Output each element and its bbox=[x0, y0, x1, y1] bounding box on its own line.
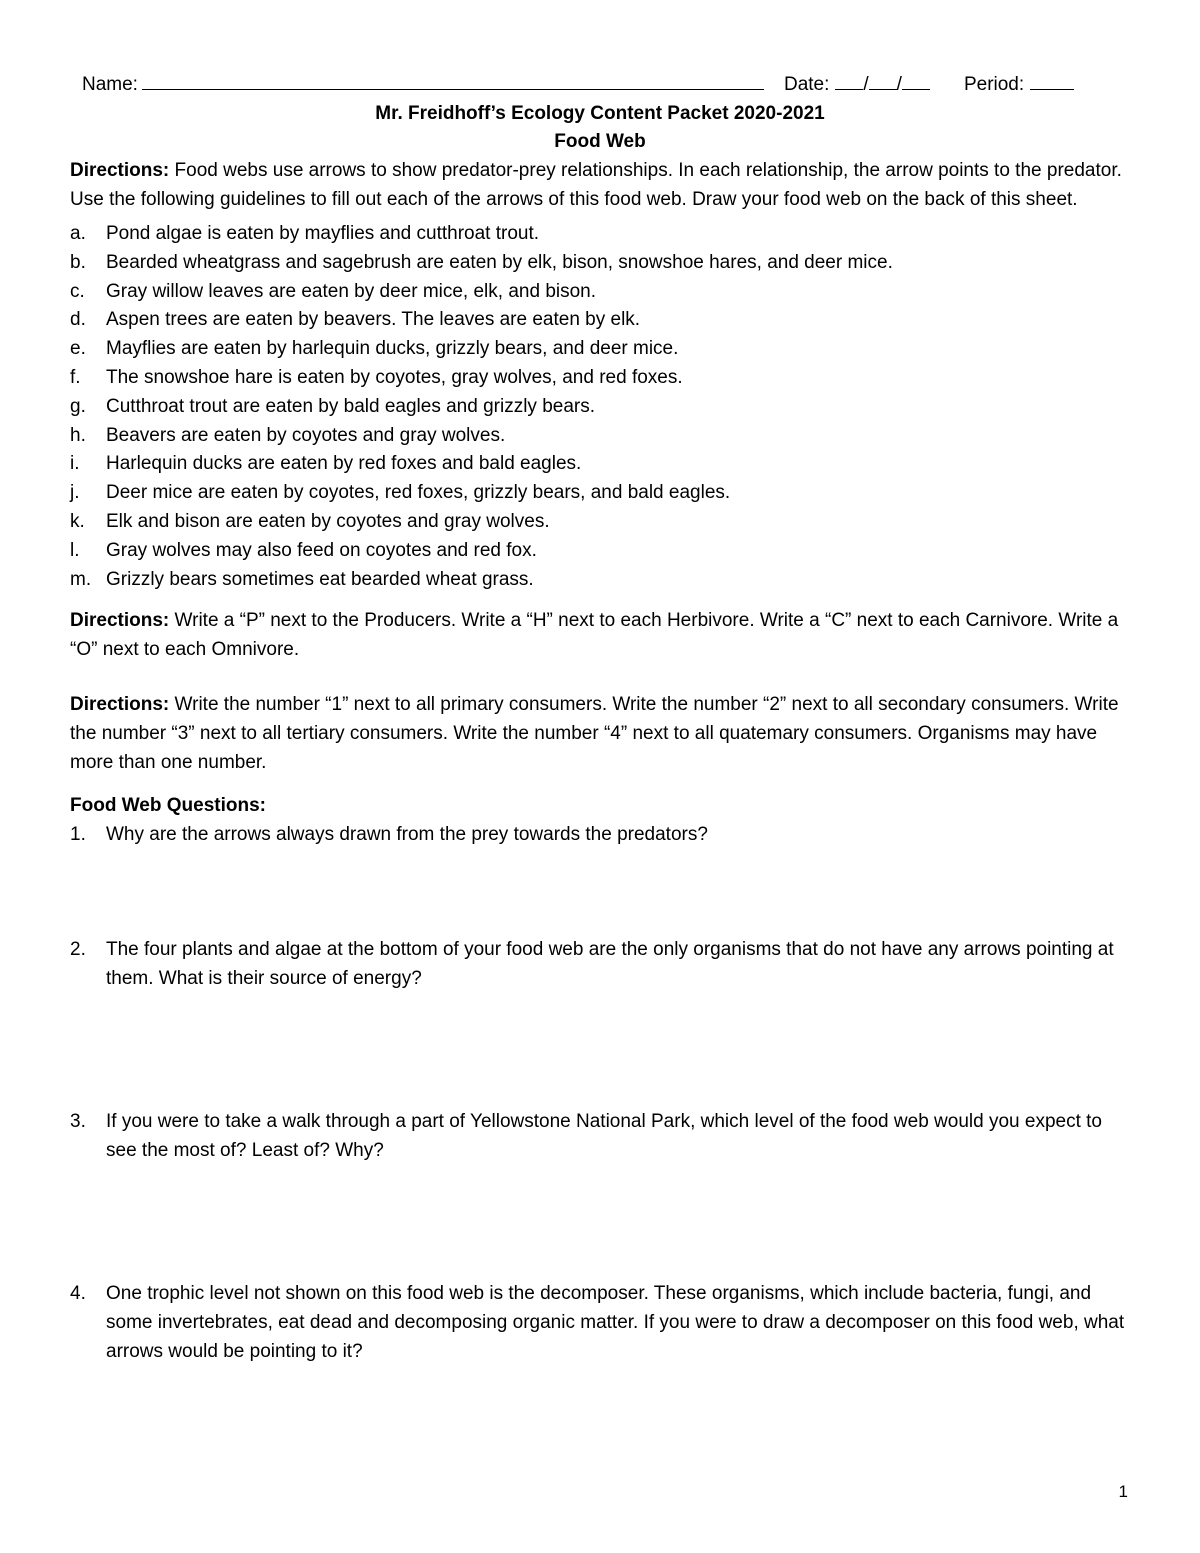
list-item-text: Bearded wheatgrass and sagebrush are eaten by elk, bison, snowshoe hares, and deer mice. bbox=[106, 251, 893, 273]
list-item-text: Pond algae is eaten by mayflies and cutthroat trout. bbox=[106, 223, 540, 244]
list-item bbox=[70, 537, 1130, 566]
list-item-text: Deer mice are eaten by coyotes, red foxes, grizzly bears, and bald eagles. bbox=[106, 482, 731, 504]
student-info-header bbox=[82, 70, 1130, 100]
list-item-text: Elk and bison are eaten by coyotes and gray wolves. bbox=[106, 510, 550, 532]
question-item bbox=[70, 1107, 1130, 1165]
list-marker: h. bbox=[70, 424, 86, 446]
list-marker: i. bbox=[70, 453, 80, 475]
directions-trophic-levels bbox=[70, 690, 1130, 777]
question-number: 3. bbox=[70, 1111, 86, 1133]
list-item bbox=[70, 364, 1130, 393]
date-day-blank bbox=[869, 71, 897, 90]
question-number: 1. bbox=[70, 824, 86, 846]
list-item bbox=[70, 335, 1130, 364]
list-marker: e. bbox=[70, 338, 86, 360]
date-separator: / bbox=[863, 74, 869, 95]
list-marker: f. bbox=[70, 366, 81, 388]
worksheet-title: Food Web bbox=[554, 131, 646, 152]
directions-label: Directions: bbox=[70, 610, 170, 632]
directions-food-web bbox=[70, 156, 1130, 214]
list-marker: a. bbox=[70, 223, 86, 244]
date-label: Date: bbox=[783, 74, 830, 95]
period-label: Period: bbox=[963, 74, 1025, 95]
period-blank bbox=[1030, 71, 1074, 90]
directions-text: Write a “P” next to the Producers. Write a “H” next to each Herbivore. Write a “C” next to each Carnivore. Write a “O” next to each Omnivore. bbox=[70, 610, 1119, 661]
list-marker: d. bbox=[70, 309, 86, 331]
date-month-blank bbox=[835, 71, 863, 90]
question-item bbox=[70, 820, 1130, 849]
worksheet-page bbox=[70, 70, 1130, 1366]
packet-title: Mr. Freidhoff’s Ecology Content Packet 2020-2021 bbox=[375, 103, 825, 124]
list-item bbox=[70, 450, 1130, 479]
guidelines-list bbox=[70, 220, 1130, 594]
date-separator: / bbox=[896, 74, 902, 95]
list-marker: j. bbox=[70, 482, 80, 504]
list-marker: g. bbox=[70, 395, 86, 417]
question-item bbox=[70, 1279, 1130, 1366]
question-number: 4. bbox=[70, 1283, 86, 1305]
list-item bbox=[70, 393, 1130, 422]
list-item-text: Cutthroat trout are eaten by bald eagles and grizzly bears. bbox=[106, 395, 596, 417]
name-label: Name: bbox=[82, 74, 138, 95]
directions-classification bbox=[70, 606, 1130, 664]
question-text: Why are the arrows always drawn from the prey towards the predators? bbox=[106, 824, 708, 846]
list-item bbox=[70, 422, 1130, 451]
list-marker: m. bbox=[70, 568, 92, 590]
list-item-text: Harlequin ducks are eaten by red foxes and bald eagles. bbox=[106, 453, 582, 475]
list-item-text: Beavers are eaten by coyotes and gray wolves. bbox=[106, 424, 506, 446]
directions-label: Directions: bbox=[70, 694, 170, 716]
list-item bbox=[70, 479, 1130, 508]
list-item bbox=[70, 306, 1130, 335]
directions-text: Food webs use arrows to show predator-prey relationships. In each relationship, the arrow points to the predator. Use the following guidelines to fill out each of the arrows of this food web. Draw your food web on the back of this sheet. bbox=[70, 160, 1122, 210]
list-item-text: Mayflies are eaten by harlequin ducks, grizzly bears, and deer mice. bbox=[106, 338, 679, 360]
list-item bbox=[70, 508, 1130, 537]
list-item-text: Grizzly bears sometimes eat bearded wheat grass. bbox=[106, 568, 534, 590]
directions-label: Directions: bbox=[70, 160, 170, 181]
list-marker: c. bbox=[70, 280, 85, 302]
question-number: 2. bbox=[70, 939, 86, 961]
list-item-text: Aspen trees are eaten by beavers. The leaves are eaten by elk. bbox=[106, 309, 641, 331]
directions-text: Write the number “1” next to all primary consumers. Write the number “2” next to all secondary consumers. Write the number “3” next to all tertiary consumers. Write the number “4” next to all quatemary consumers. Organisms may have more than one number. bbox=[70, 694, 1119, 774]
page-number: 1 bbox=[1118, 1482, 1128, 1501]
list-marker: l. bbox=[70, 539, 80, 561]
list-item bbox=[70, 249, 1130, 278]
list-item-text: The snowshoe hare is eaten by coyotes, gray wolves, and red foxes. bbox=[106, 366, 683, 388]
date-year-blank bbox=[902, 71, 930, 90]
name-blank bbox=[142, 71, 764, 90]
list-item bbox=[70, 278, 1130, 307]
list-marker: b. bbox=[70, 251, 86, 273]
questions-heading: Food Web Questions: bbox=[70, 795, 266, 817]
question-text: The four plants and algae at the bottom of your food web are the only organisms that do not have any arrows pointing at them. What is their source of energy? bbox=[106, 939, 1114, 990]
list-item bbox=[70, 566, 1130, 595]
list-item-text: Gray wolves may also feed on coyotes and red fox. bbox=[106, 539, 537, 561]
list-item bbox=[70, 220, 1130, 249]
question-item bbox=[70, 935, 1130, 993]
list-item-text: Gray willow leaves are eaten by deer mice, elk, and bison. bbox=[106, 280, 597, 302]
question-text: One trophic level not shown on this food web is the decomposer. These organisms, which include bacteria, fungi, and some invertebrates, eat dead and decomposing organic matter. If you were to draw a decomposer on this food web, what arrows would be pointing to it? bbox=[106, 1283, 1125, 1363]
list-marker: k. bbox=[70, 510, 85, 532]
question-text: If you were to take a walk through a part of Yellowstone National Park, which level of the food web would you expect to see the most of? Least of? Why? bbox=[106, 1111, 1102, 1162]
